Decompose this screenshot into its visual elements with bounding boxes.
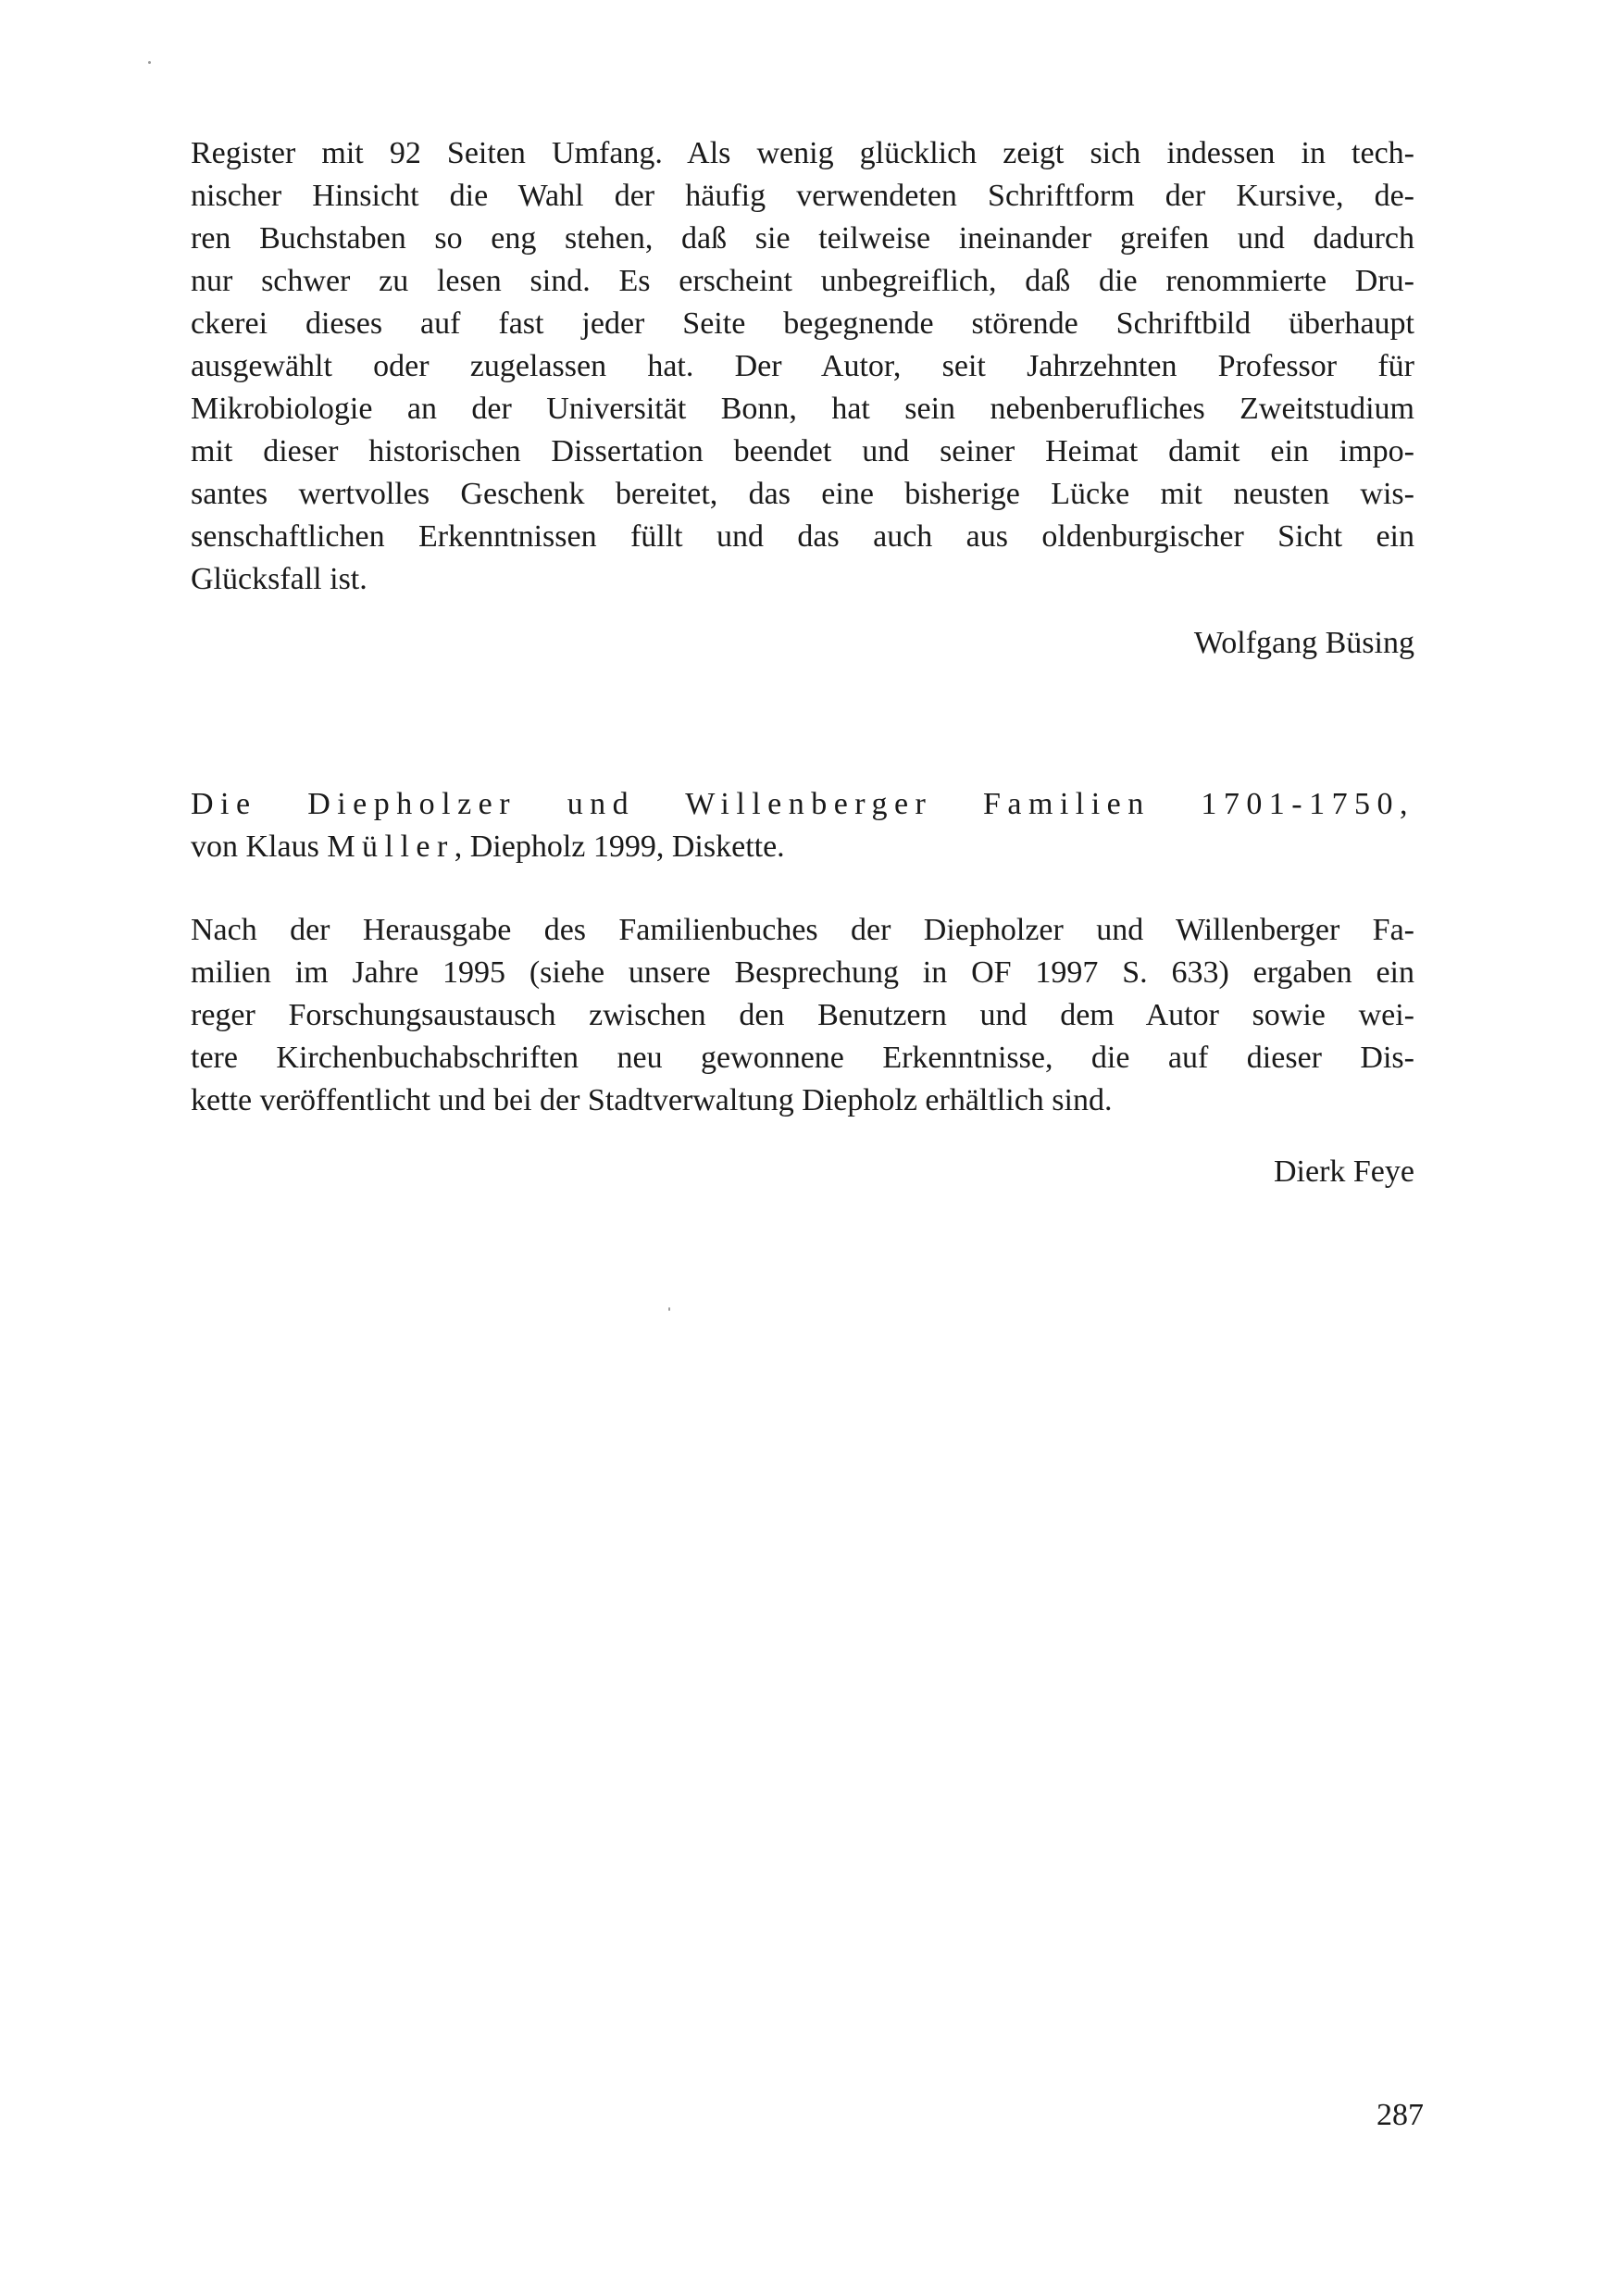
- reviewer-signature: Dierk Feye: [1273, 1154, 1414, 1189]
- text-line: kette veröffentlicht und bei der Stadtverwaltung Diepholz erhältlich sind.: [191, 1083, 1113, 1117]
- text-line: reger Forschungsaustausch zwischen den Benutzern und dem Autor sowie wei-: [191, 998, 1414, 1032]
- author-surname: Müller: [327, 830, 455, 864]
- text-line: nur schwer zu lesen sind. Es erscheint unbegreiflich, daß die renommierte Dru-: [191, 264, 1414, 298]
- book-byline: [191, 826, 1414, 868]
- review-paragraph: [191, 909, 1414, 1122]
- text-line: senschaftlichen Erkenntnissen füllt und das auch aus oldenburgischer Sicht ein: [191, 519, 1414, 554]
- text-line: nischer Hinsicht die Wahl der häufig verwendeten Schriftform der Kursive, de-: [191, 179, 1414, 213]
- text-line: santes wertvolles Geschenk bereitet, das eine bisherige Lücke mit neusten wis-: [191, 477, 1414, 511]
- book-title: Die Diepholzer und Willenberger Familien 1701-1750,: [191, 787, 1414, 821]
- page-number: 287: [1377, 2098, 1424, 2132]
- scan-speck: [668, 1307, 670, 1311]
- text-line: Mikrobiologie an der Universität Bonn, hat sein nebenberufliches Zweitstudium: [191, 392, 1414, 426]
- text-line: mit dieser historischen Dissertation beendet und seiner Heimat damit ein impo-: [191, 434, 1414, 468]
- text-line: ckerei dieses auf fast jeder Seite begegnende störende Schriftbild überhaupt: [191, 306, 1414, 341]
- text-line: milien im Jahre 1995 (siehe unsere Besprechung in OF 1997 S. 633) ergaben ein: [191, 955, 1414, 990]
- scan-speck: [148, 61, 151, 64]
- text-line: Register mit 92 Seiten Umfang. Als wenig glücklich zeigt sich indessen in tech-: [191, 136, 1414, 170]
- text-line: tere Kirchenbuchabschriften neu gewonnene Erkenntnisse, die auf dieser Dis-: [191, 1041, 1414, 1075]
- review-heading: [191, 783, 1414, 868]
- text-line: Glücksfall ist.: [191, 562, 367, 596]
- byline-prefix: von Klaus: [191, 830, 328, 864]
- text-line: ausgewählt oder zugelassen hat. Der Autor, seit Jahrzehnten Professor für: [191, 349, 1414, 383]
- byline-suffix: , Diepholz 1999, Diskette.: [454, 830, 785, 864]
- text-line: ren Buchstaben so eng stehen, daß sie teilweise ineinander greifen und dadurch: [191, 221, 1414, 256]
- review-continuation-paragraph: [191, 132, 1414, 601]
- text-line: Nach der Herausgabe des Familienbuches der Diepholzer und Willenberger Fa-: [191, 913, 1414, 947]
- reviewer-signature: Wolfgang Büsing: [1193, 626, 1414, 660]
